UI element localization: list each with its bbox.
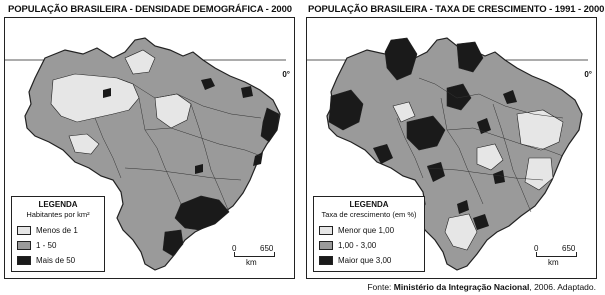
legend-item-low — [319, 225, 394, 236]
source-name: Ministério da Integração Nacional — [393, 282, 530, 292]
density-map-frame — [4, 17, 295, 279]
source-suffix: , 2006. Adaptado. — [529, 282, 596, 292]
legend-swatch-dark — [319, 256, 333, 265]
legend-item-low — [17, 225, 78, 236]
legend-label-mid: 1,00 - 3,00 — [338, 241, 377, 250]
scale-max-label: 650 — [562, 244, 576, 253]
equator-label: 0° — [282, 70, 290, 79]
legend-title: LEGENDA — [349, 200, 389, 209]
legend-label-low: Menos de 1 — [36, 226, 78, 235]
legend-subtitle: Habitantes por km² — [26, 210, 90, 219]
scale-tick-left — [234, 252, 235, 257]
legend-swatch-mid — [319, 241, 333, 250]
equator-label: 0° — [584, 70, 592, 79]
legend-swatch-mid — [17, 241, 31, 250]
legend-item-high — [319, 255, 391, 266]
legend-swatch-dark — [17, 256, 31, 265]
legend-label-high: Maior que 3,00 — [338, 256, 392, 265]
growth-map-title: POPULAÇÃO BRASILEIRA - TAXA DE CRESCIMENTO - 1991 - 2000 — [308, 4, 605, 15]
scale-bar — [534, 244, 582, 268]
dark-region-south — [163, 230, 183, 256]
legend-swatch-light — [319, 226, 333, 235]
legend-subtitle: Taxa de crescimento (em %) — [321, 210, 417, 219]
scale-tick-right — [576, 252, 577, 257]
density-map-panel — [0, 0, 299, 280]
legend-swatch-light — [17, 226, 31, 235]
scale-unit-label: km — [548, 258, 559, 267]
scale-tick-left — [536, 252, 537, 257]
legend-label-mid: 1 - 50 — [36, 241, 57, 250]
legend-item-high — [17, 255, 75, 266]
source-caption — [367, 282, 596, 292]
legend-label-low: Menor que 1,00 — [338, 226, 395, 235]
scale-max-label: 650 — [260, 244, 274, 253]
scale-line — [234, 256, 274, 257]
legend-item-mid — [17, 240, 56, 251]
scale-unit-label: km — [246, 258, 257, 267]
scale-line — [536, 256, 576, 257]
dark-region-fortaleza — [241, 86, 253, 98]
density-map-title: POPULAÇÃO BRASILEIRA - DENSIDADE DEMOGRÁFICA - 2000 — [8, 4, 292, 15]
source-prefix: Fonte: — [367, 282, 394, 292]
density-legend — [11, 196, 105, 272]
scale-bar — [232, 244, 280, 268]
scale-tick-right — [274, 252, 275, 257]
legend-title: LEGENDA — [38, 200, 78, 209]
scale-zero-label: 0 — [534, 244, 539, 253]
growth-legend — [313, 196, 425, 272]
legend-item-mid — [319, 240, 376, 251]
legend-label-high: Mais de 50 — [36, 256, 76, 265]
scale-zero-label: 0 — [232, 244, 237, 253]
growth-map-frame — [306, 17, 597, 279]
growth-map-panel — [302, 0, 605, 280]
